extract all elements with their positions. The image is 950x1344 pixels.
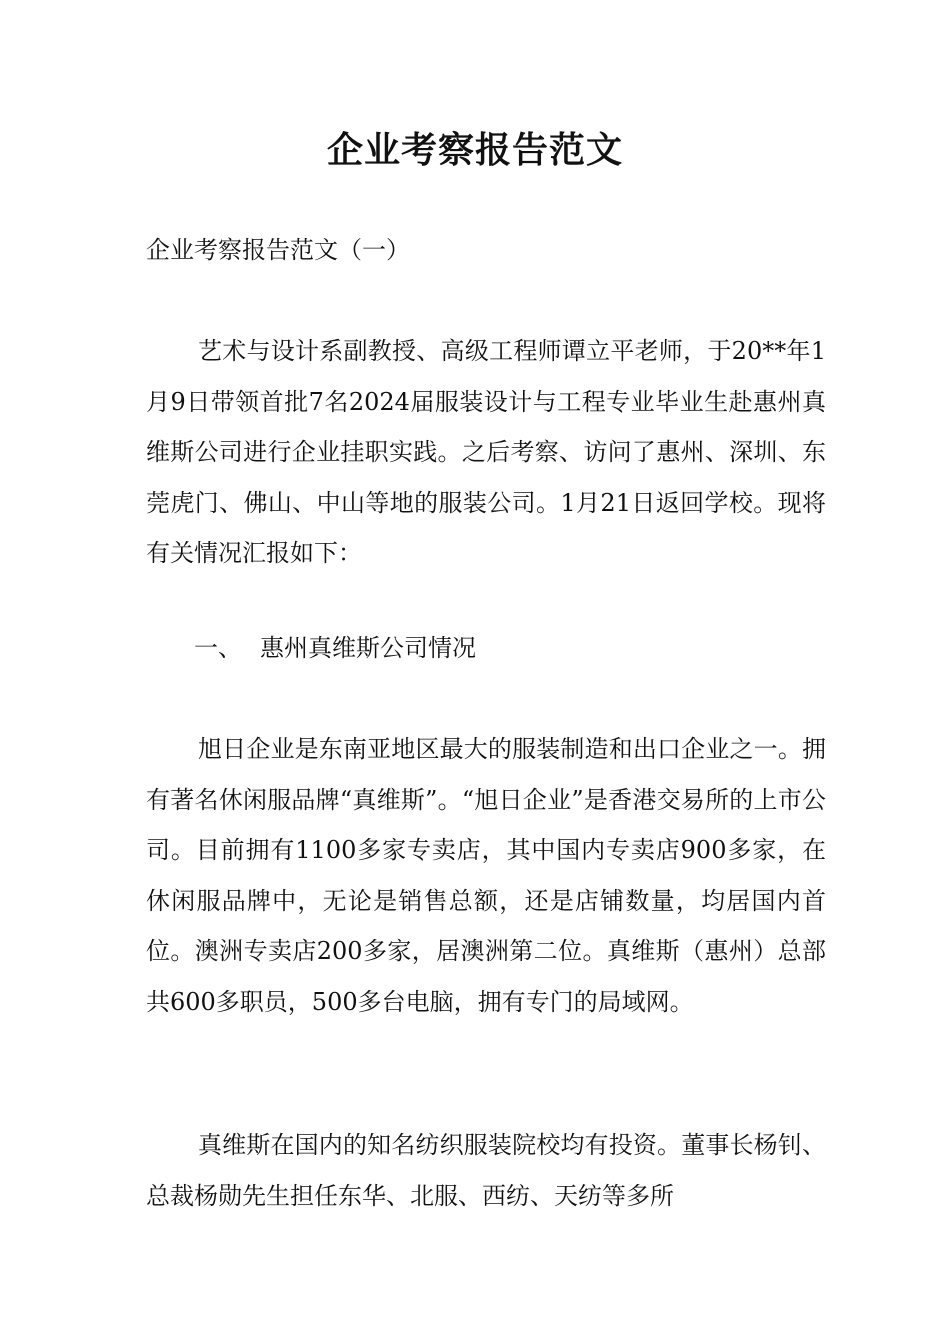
- paragraph-intro: 艺术与设计系副教授、高级工程师谭立平老师，于20**年1月9日带领首批7名2024届服装设计与工程专业毕业生赴惠州真维斯公司进行企业挂职实践。之后考察、访问了惠州、深圳、东莞虎门、佛山、中山等地的服装公司。1月21日返回学校。现将有关情况汇报如下：: [146, 337, 826, 567]
- paragraph-investment: 真维斯在国内的知名纺织服装院校均有投资。董事长杨钊、总裁杨勋先生担任东华、北服、西纺、天纺等多所: [146, 1131, 826, 1210]
- document-subtitle: 企业考察报告范文（一）: [146, 236, 410, 264]
- document-title: 企业考察报告范文: [326, 129, 623, 171]
- section-heading: [194, 628, 476, 668]
- section-heading-text: 惠州真维斯公司情况: [260, 634, 476, 662]
- section-number: 一、: [194, 634, 242, 662]
- paragraph-company-overview: 旭日企业是东南亚地区最大的服装制造和出口企业之一。拥有著名休闲服品牌“真维斯”。“旭日企业”是香港交易所的上市公司。目前拥有1100多家专卖店，其中国内专卖店900多家，在休闲服品牌中，无论是销售总额，还是店铺数量，均居国内首位。澳洲专卖店200多家，居澳洲第二位。真维斯（惠州）总部共600多职员，500多台电脑，拥有专门的局域网。: [146, 735, 826, 1016]
